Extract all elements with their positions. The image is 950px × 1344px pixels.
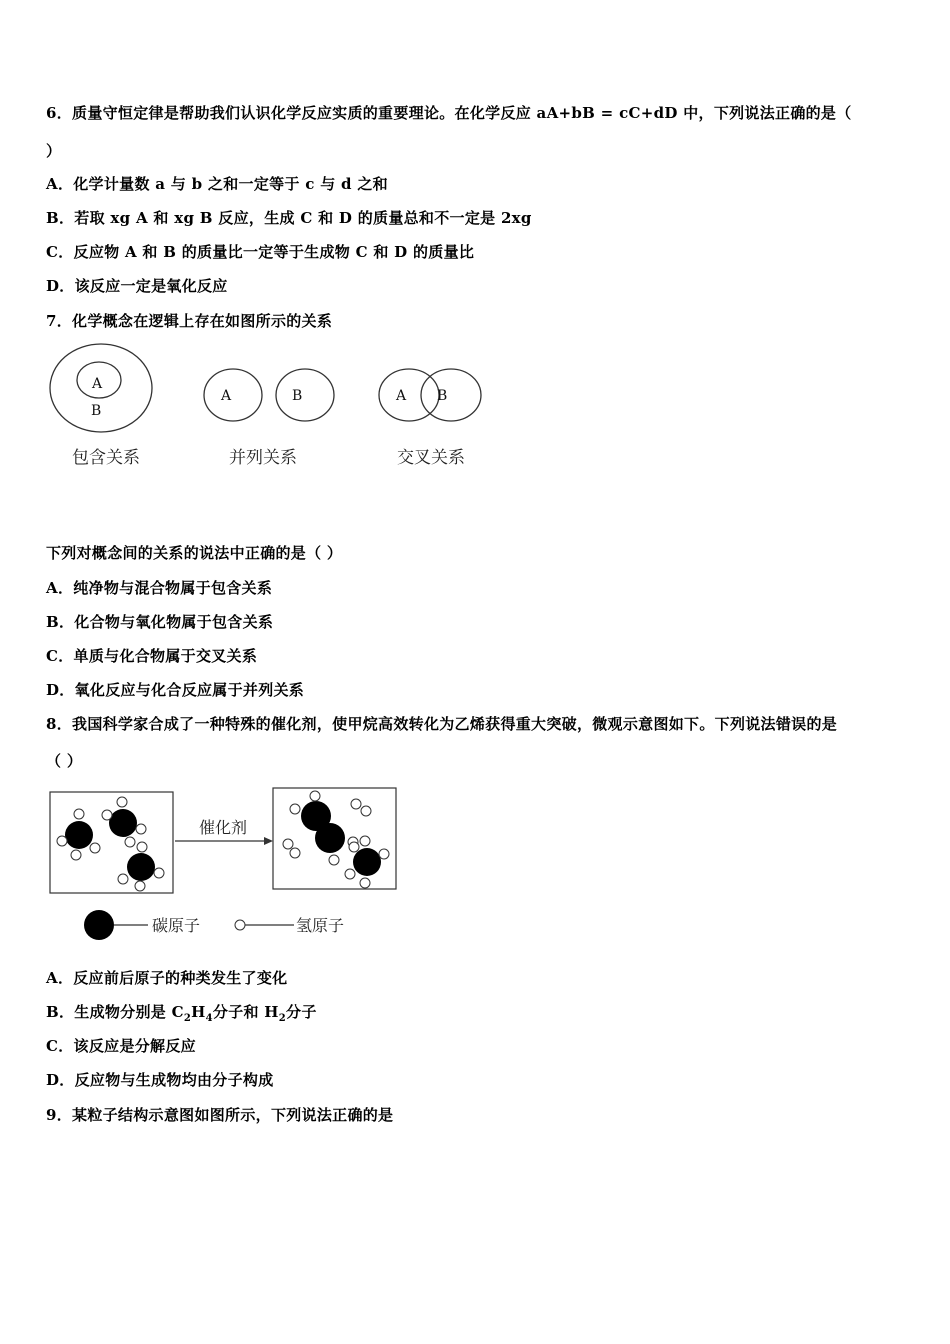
q7-option-a: A．纯净物与混合物属于包含关系	[46, 579, 273, 597]
legend-carbon-label: 碳原子	[152, 916, 201, 935]
q8-option-c: C．该反应是分解反应	[46, 1037, 196, 1055]
cross-label-b: B	[437, 388, 448, 404]
q6-option-d: D．该反应一定是氧化反应	[46, 277, 228, 295]
contain-label-a: A	[92, 376, 103, 392]
methane-reaction-diagram	[44, 785, 414, 945]
arrow-head	[264, 837, 273, 845]
cross-relation-figure	[379, 369, 481, 468]
catalyst-label: 催化剂	[199, 818, 248, 837]
q6-option-c: C．反应物 A 和 B 的质量比一定等于生成物 C 和 D 的质量比	[46, 243, 475, 261]
parallel-label-b: B	[292, 388, 303, 404]
methane-molecule	[118, 842, 164, 891]
cross-caption: 交叉关系	[397, 448, 465, 468]
q7-prompt: 下列对概念间的关系的说法中正确的是（ ）	[46, 544, 343, 562]
legend-carbon	[84, 910, 200, 940]
q7-option-c: C．单质与化合物属于交叉关系	[46, 647, 258, 665]
q6-option-b: B．若取 xg A 和 xg B 反应，生成 C 和 D 的质量总和不一定是 2xg	[46, 209, 532, 227]
q8-option-b: B．生成物分别是 $C_2H_4$分子和 $H_2$分子	[46, 1003, 317, 1024]
q9-stem: 9．某粒子结构示意图如图所示，下列说法正确的是	[46, 1106, 394, 1124]
q8-stem-end: （ ）	[46, 752, 83, 770]
q7-option-d: D．氧化反应与化合反应属于并列关系	[46, 681, 305, 699]
q6-stem-end: ）	[46, 142, 62, 160]
q8-option-d: D．反应物与生成物均由分子构成	[46, 1071, 274, 1089]
legend-hydrogen-label: 氢原子	[296, 916, 345, 935]
q8-stem: 8．我国科学家合成了一种特殊的催化剂，使甲烷高效转化为乙烯获得重大突破，微观示意图如下。下列说法错误的是	[46, 715, 838, 733]
parallel-relation-figure	[204, 369, 334, 468]
q6-option-a: A．化学计量数 a 与 b 之和一定等于 c 与 d 之和	[46, 175, 388, 193]
q7-option-b: B．化合物与氧化物属于包含关系	[46, 613, 274, 631]
methane-molecule	[345, 836, 389, 888]
q8-option-a: A．反应前后原子的种类发生了变化	[46, 969, 288, 987]
hydrogen-molecule	[351, 799, 371, 816]
contain-relation-figure	[50, 344, 152, 468]
contain-label-b: B	[91, 403, 102, 419]
parallel-caption: 并列关系	[229, 448, 297, 468]
parallel-label-a: A	[221, 388, 232, 404]
hydrogen-molecule	[283, 839, 300, 858]
cross-label-a: A	[396, 388, 407, 404]
contain-caption: 包含关系	[72, 448, 140, 468]
concept-relation-diagram	[40, 340, 500, 480]
q7-stem: 7．化学概念在逻辑上存在如图所示的关系	[46, 312, 333, 330]
methane-molecule	[57, 809, 100, 860]
methane-molecule	[102, 797, 146, 847]
legend-hydrogen	[235, 916, 344, 935]
q6-stem: 6．质量守恒定律是帮助我们认识化学反应实质的重要理论。在化学反应 aA+bB = cC+dD 中，下列说法正确的是（	[46, 104, 852, 122]
